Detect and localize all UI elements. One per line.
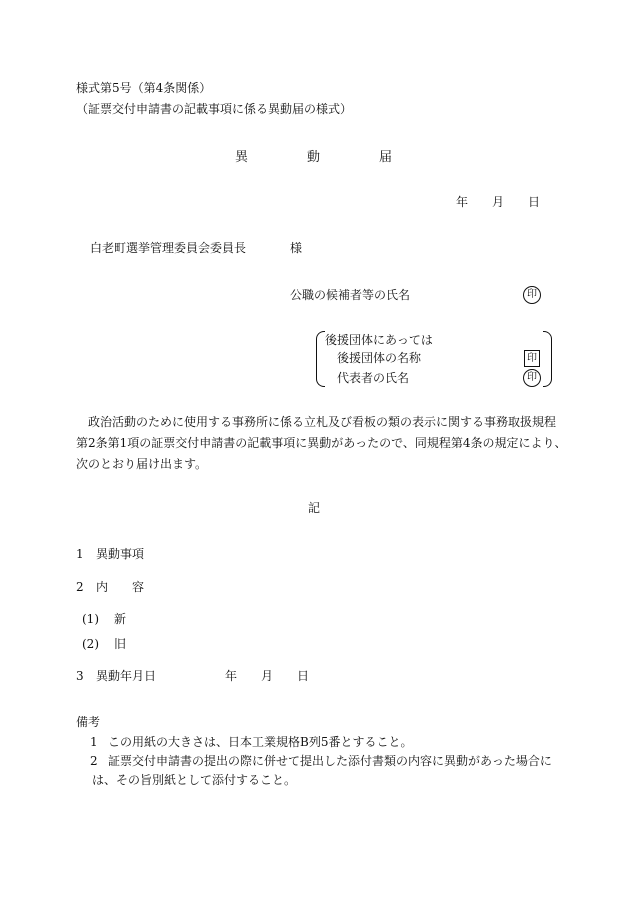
note-number: 2 [90,754,98,768]
date-month: 月 [492,195,505,209]
item-change-subject: 異動事項 [96,547,145,561]
item-number: 2 [76,580,84,594]
change-date-month: 月 [261,669,274,683]
seal-mark-round: 印 [523,369,541,387]
representative-name-label: 代表者の氏名 [337,371,410,385]
body-paragraph [76,412,567,475]
sub-item-old: 旧 [114,637,127,651]
change-date-day: 日 [297,669,310,683]
form-number: 様式第5号（第4条関係） [76,81,212,95]
body-line: 第2条第1項の証票交付申請書の記載事項に異動があったので、同規程第4条の規定により、 [76,436,567,450]
addressee-honorific: 様 [290,241,303,255]
group-header: 後援団体にあっては [325,333,433,347]
seal-mark-square: 印 [524,350,540,367]
item-content-label: 容 [132,580,145,594]
notes-heading: 備考 [76,715,101,729]
ki-heading: 記 [308,501,321,515]
date-day: 日 [528,195,541,209]
item-content-label: 内 [96,580,109,594]
form-description: （証票交付申請書の記載事項に係る異動届の様式） [76,102,353,116]
note-text: 証票交付申請書の提出の際に併せて提出した添付書類の内容に異動があった場合に [108,754,552,768]
change-date-year: 年 [225,669,238,683]
note-number: 1 [90,735,98,749]
title-char: 動 [307,150,321,165]
note-text: この用紙の大きさは、日本工業規格B列5番とすること。 [108,735,413,749]
sub-item-number: (2) [82,637,99,651]
title-char: 届 [379,150,393,165]
item-change-date: 異動年月日 [96,669,157,683]
sub-item-new: 新 [114,612,127,626]
right-bracket [543,331,552,387]
seal-mark-round: 印 [523,286,541,304]
addressee-name: 白老町選挙管理委員会委員長 [90,241,247,255]
applicant-name-label: 公職の候補者等の氏名 [290,288,411,302]
sub-item-number: (1) [82,612,99,626]
note-text: は、その旨別紙として添付すること。 [92,773,297,787]
group-name-label: 後援団体の名称 [337,351,422,365]
item-number: 3 [76,669,84,683]
date-year: 年 [456,195,469,209]
body-line: 政治活動のために使用する事務所に係る立札及び看板の類の表示に関する事務取扱規程 [76,415,557,429]
left-bracket [316,331,325,387]
body-line: 次のとおり届け出ます。 [76,457,208,471]
title-char: 異 [235,150,249,165]
item-number: 1 [76,547,84,561]
